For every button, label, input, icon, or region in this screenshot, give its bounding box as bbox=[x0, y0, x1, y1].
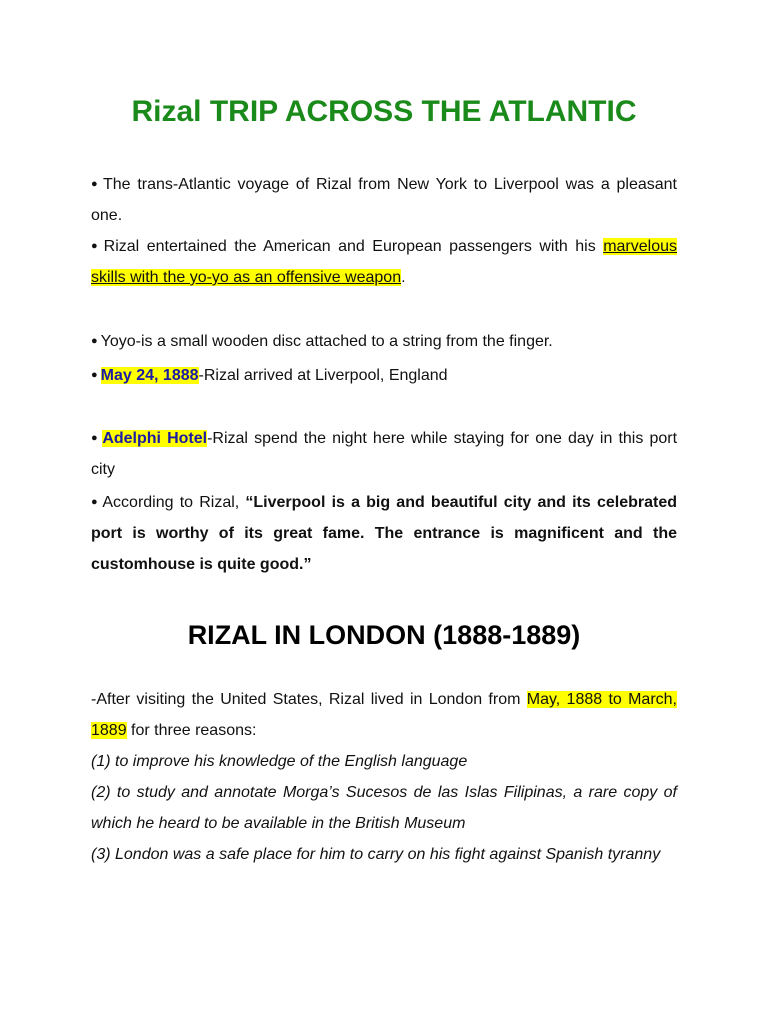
bullet-text: Rizal entertained the American and European passengers with his bbox=[103, 238, 604, 255]
bullet-icon: ● bbox=[91, 240, 101, 252]
bullet-icon: ● bbox=[91, 432, 100, 444]
intro-text: -After visiting the United States, Rizal lived in London from bbox=[91, 691, 527, 708]
bullet-icon: ● bbox=[91, 369, 98, 381]
highlighted-place: Adelphi Hotel bbox=[102, 430, 208, 447]
highlighted-phrase: marvelous skills with the yo-yo as an offensive weapon bbox=[91, 238, 677, 286]
reason-item: (3) London was a safe place for him to carry on his fight against Spanish tyranny bbox=[91, 846, 661, 863]
bullet-yoyo-definition bbox=[91, 326, 677, 357]
quote-text: “Liverpool is a big and beautiful city and its celebrated port is worthy of its great fame. The entrance is magnificent and the customhouse is quite good.” bbox=[91, 494, 677, 573]
bullet-yoyo-skills bbox=[91, 231, 677, 293]
section-title-atlantic: Rizal TRIP ACROSS THE ATLANTIC bbox=[131, 95, 637, 128]
bullet-voyage bbox=[91, 169, 677, 231]
bullet-text: -Rizal arrived at Liverpool, England bbox=[198, 367, 448, 384]
bullet-text-end: . bbox=[401, 269, 406, 286]
highlighted-date: May 24, 1888 bbox=[100, 367, 199, 384]
section-title-london: RIZAL IN LONDON (1888-1889) bbox=[187, 620, 581, 650]
bullet-adelphi-hotel bbox=[91, 423, 677, 485]
intro-text-end: for three reasons: bbox=[126, 722, 257, 739]
bullet-icon: ● bbox=[91, 335, 98, 347]
bullet-arrival bbox=[91, 360, 677, 391]
reason-item: (2) to study and annotate Morga’s Sucesos de las Islas Filipinas, a rare copy of which he heard to be available in the British Museum bbox=[91, 784, 677, 832]
bullet-icon: ● bbox=[91, 496, 100, 508]
bullet-text: According to Rizal, bbox=[102, 494, 246, 511]
bullet-icon: ● bbox=[91, 178, 100, 190]
bullet-rizal-quote bbox=[91, 487, 677, 580]
bullet-text: The trans-Atlantic voyage of Rizal from New York to Liverpool was a pleasant one. bbox=[91, 176, 677, 224]
reason-item: (1) to improve his knowledge of the English language bbox=[91, 753, 468, 770]
london-intro bbox=[91, 684, 677, 746]
bullet-text: Yoyo-is a small wooden disc attached to a string from the finger. bbox=[100, 333, 553, 350]
highlighted-dates: May, 1888 to March, 1889 bbox=[91, 691, 678, 739]
bullet-text: -Rizal spend the night here while staying for one day in this port city bbox=[91, 430, 678, 478]
